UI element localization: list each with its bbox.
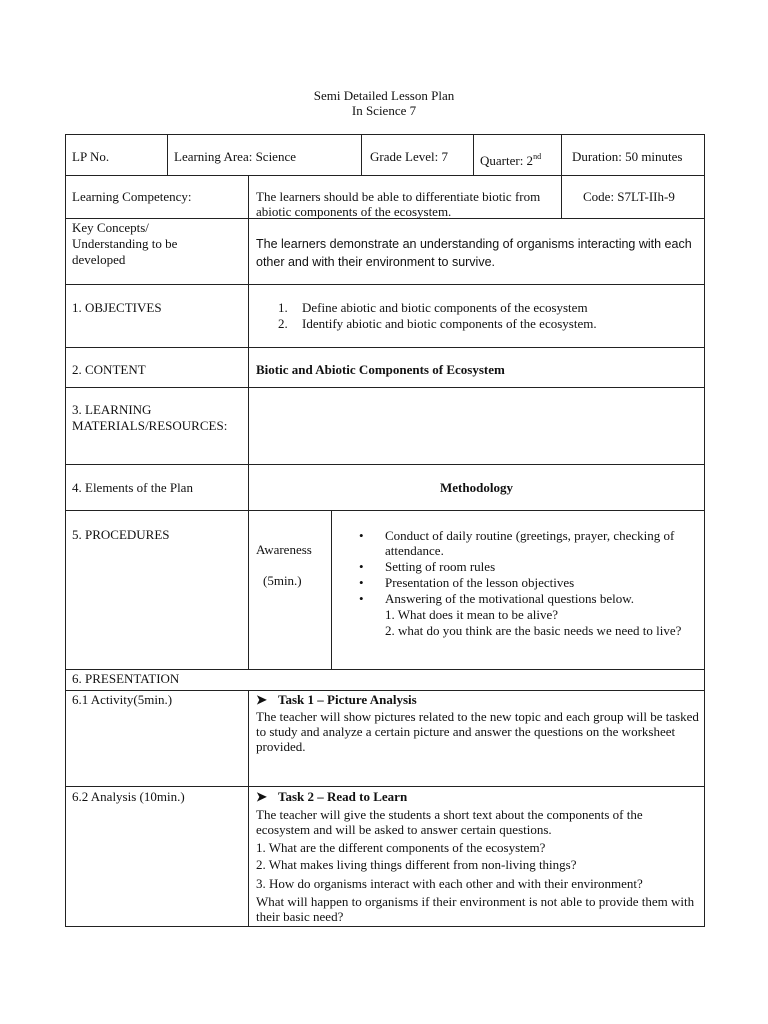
document-subtitle: In Science 7 bbox=[351, 103, 417, 118]
analysis-question: 3. How do organisms interact with each other and with their environment? bbox=[256, 876, 643, 891]
procedures-bullets bbox=[359, 528, 695, 606]
procedure-item: • Presentation of the lesson objectives bbox=[359, 575, 695, 590]
analysis-question: 2. What makes living things different from non-living things? bbox=[256, 857, 577, 872]
lp-no-label: LP No. bbox=[72, 149, 110, 164]
analysis-closing: What will happen to organisms if their environment is not able to provide them with their basic need? bbox=[256, 894, 695, 924]
competency-label: Learning Competency: bbox=[72, 189, 192, 204]
procedure-item: • Conduct of daily routine (greetings, prayer, checking of attendance. bbox=[359, 528, 695, 558]
analysis-intro: The teacher will give the students a short text about the components of the ecosystem and will be asked to answer certain questions. bbox=[256, 807, 643, 837]
arrow-bullet-icon: ➤ bbox=[256, 789, 267, 804]
presentation-label: 6. PRESENTATION bbox=[72, 671, 180, 686]
elements-label: 4. Elements of the Plan bbox=[72, 480, 193, 495]
stage-time: (5min.) bbox=[263, 573, 302, 588]
objectives-label: 1. OBJECTIVES bbox=[72, 300, 162, 315]
learning-area: Learning Area: Science bbox=[174, 149, 296, 164]
quarter-label: Quarter: 2 bbox=[480, 153, 534, 168]
key-concepts-label: Key Concepts/ Understanding to be developed bbox=[72, 220, 178, 267]
competency-code: Code: S7LT-IIh-9 bbox=[583, 189, 675, 204]
content-label: 2. CONTENT bbox=[72, 362, 146, 377]
analysis-question: 1. What are the different components of the ecosystem? bbox=[256, 840, 546, 855]
task-2-heading: ➤ Task 2 – Read to Learn bbox=[256, 789, 408, 804]
content-topic: Biotic and Abiotic Components of Ecosystem bbox=[256, 362, 505, 377]
motivational-question: 2. what do you think are the basic needs we need to live? bbox=[385, 623, 682, 638]
procedure-item: • Setting of room rules bbox=[359, 559, 695, 574]
key-concepts-text: The learners demonstrate an understanding of organisms interacting with each other and with their environment to survive. bbox=[256, 237, 692, 269]
document-title: Semi Detailed Lesson Plan bbox=[313, 88, 455, 103]
objective-item: 1. Define abiotic and biotic components of the ecosystem bbox=[278, 300, 588, 315]
analysis-label: 6.2 Analysis (10min.) bbox=[72, 789, 185, 804]
procedure-item: • Answering of the motivational questions below. bbox=[359, 591, 695, 606]
task-1-heading: ➤ Task 1 – Picture Analysis bbox=[256, 692, 417, 707]
activity-text: The teacher will show pictures related to the new topic and each group will be tasked to study and analyze a certain picture and answer the questions on the worksheet provided. bbox=[256, 709, 699, 754]
objective-item: 2. Identify abiotic and biotic components of the ecosystem. bbox=[278, 316, 597, 331]
objectives-list bbox=[278, 300, 597, 332]
lesson-plan-table bbox=[65, 134, 705, 927]
competency-text: The learners should be able to differentiate biotic from abiotic components of the ecosystem. bbox=[256, 189, 541, 219]
quarter-ordinal: nd bbox=[533, 152, 542, 161]
procedures-content bbox=[359, 528, 695, 638]
arrow-bullet-icon: ➤ bbox=[256, 692, 267, 707]
motivational-question: 1. What does it mean to be alive? bbox=[385, 607, 559, 622]
procedures-label: 5. PROCEDURES bbox=[72, 527, 170, 542]
methodology-heading: Methodology bbox=[440, 480, 513, 495]
grade-level: Grade Level: 7 bbox=[370, 149, 448, 164]
materials-label: 3. LEARNING MATERIALS/RESOURCES: bbox=[72, 402, 228, 433]
quarter bbox=[480, 149, 541, 168]
activity-label: 6.1 Activity(5min.) bbox=[72, 692, 173, 707]
stage-awareness: Awareness bbox=[256, 542, 312, 557]
duration: Duration: 50 minutes bbox=[572, 149, 683, 164]
